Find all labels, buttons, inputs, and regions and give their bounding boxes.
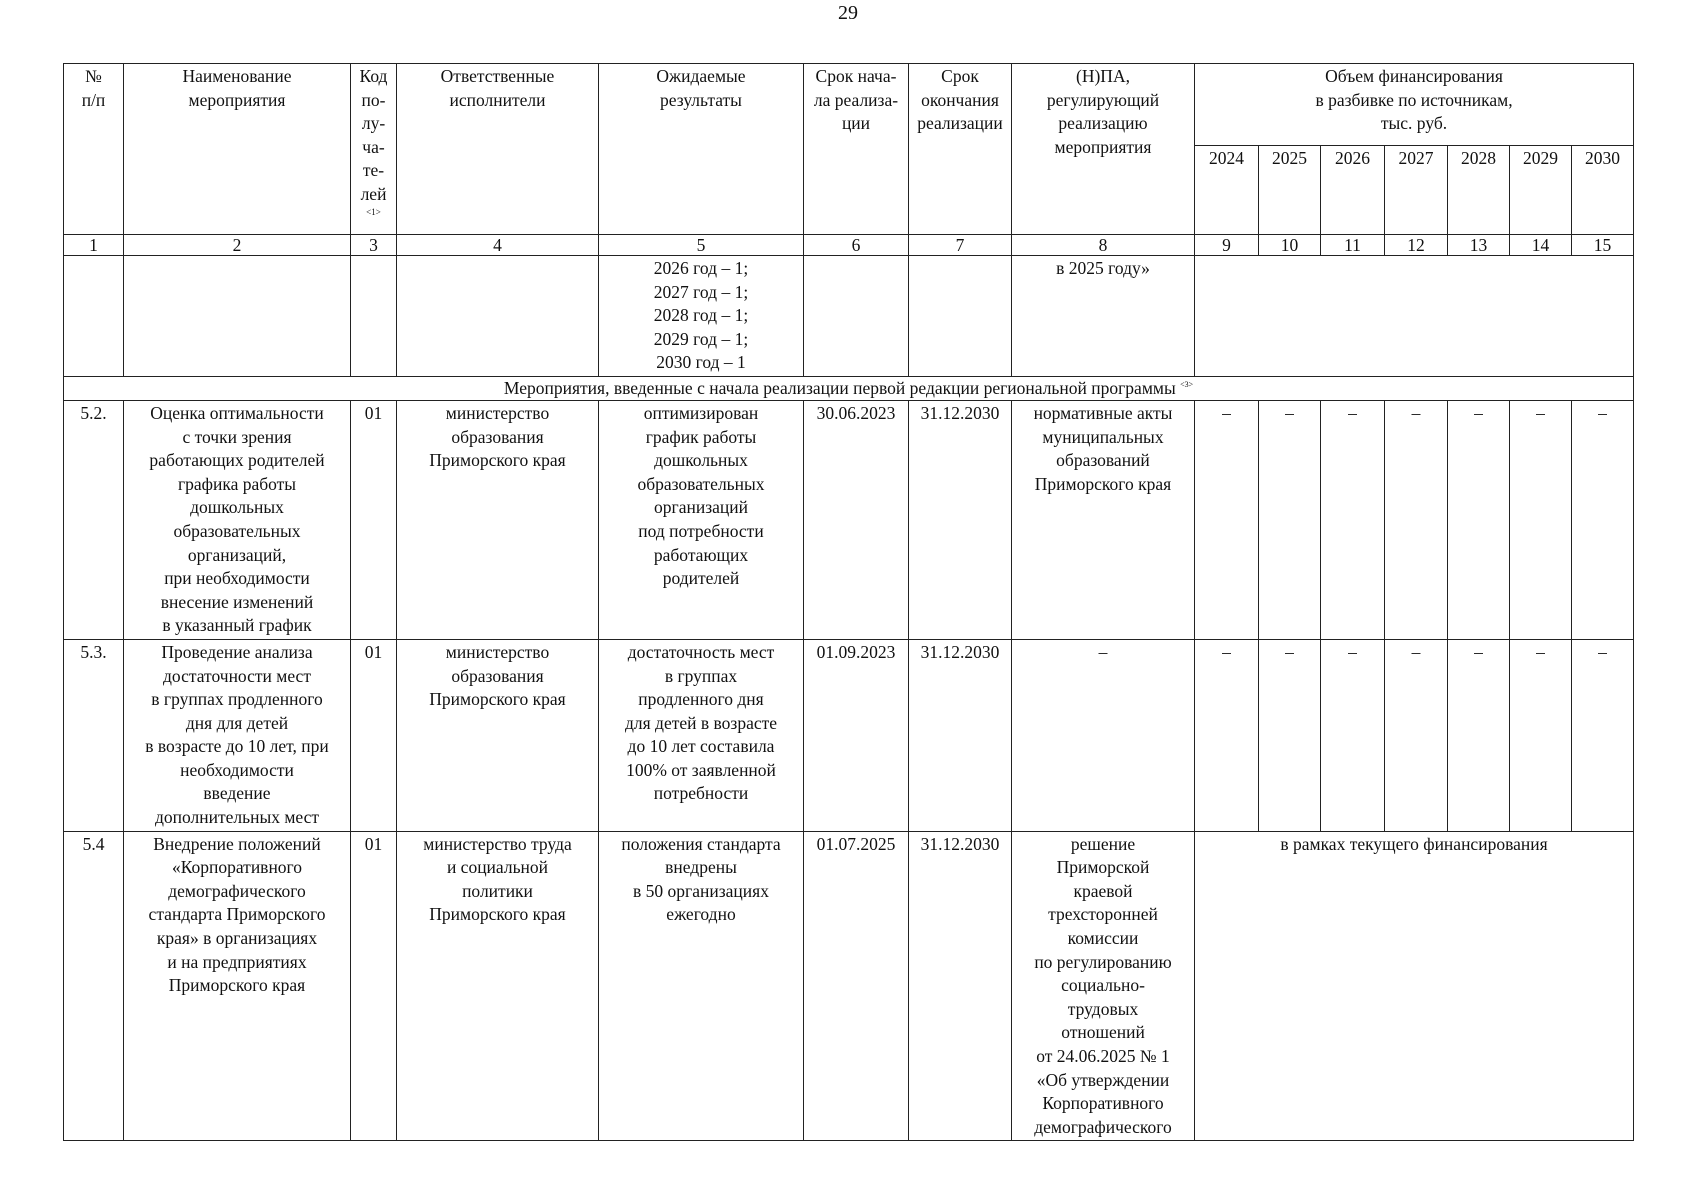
colnum-5: 5 — [599, 235, 804, 256]
year-2024: 2024 — [1195, 146, 1259, 235]
header-finance: Объем финансирования в разбивке по источникам, тыс. руб. — [1195, 64, 1634, 146]
row-no: 5.4 — [64, 831, 124, 1141]
row-npa: решение Приморской краевой трехсторонней комиссии по регулированию социально- трудовых отношений от 24.06.2025 № 1 «Об утверждении Корпоративного демографического — [1012, 831, 1195, 1141]
row-end: 31.12.2030 — [909, 831, 1012, 1141]
row-finance-2024: – — [1195, 400, 1259, 639]
header-code — [351, 64, 397, 235]
cont-start — [804, 256, 909, 377]
row-finance-2028: – — [1448, 400, 1510, 639]
page-number: 29 — [838, 2, 858, 24]
cont-finance — [1195, 256, 1634, 377]
section-heading — [64, 376, 1634, 400]
header-code-label: Код по- лу- ча- те- лей — [359, 66, 388, 204]
colnum-6: 6 — [804, 235, 909, 256]
colnum-2: 2 — [124, 235, 351, 256]
colnum-12: 12 — [1385, 235, 1448, 256]
row-finance-2025: – — [1259, 400, 1321, 639]
row-finance-2027: – — [1385, 639, 1448, 831]
continuation-row — [64, 256, 1634, 377]
row-code: 01 — [351, 400, 397, 639]
row-exec: министерство труда и социальной политики Приморского края — [397, 831, 599, 1141]
year-2028: 2028 — [1448, 146, 1510, 235]
row-name: Проведение анализа достаточности мест в группах продленного дня для детей в возрасте до 10 лет, при необходимости введение дополнительных мест — [124, 639, 351, 831]
colnum-8: 8 — [1012, 235, 1195, 256]
colnum-4: 4 — [397, 235, 599, 256]
header-exec: Ответственные исполнители — [397, 64, 599, 235]
cont-results: 2026 год – 1; 2027 год – 1; 2028 год – 1; 2029 год – 1; 2030 год – 1 — [599, 256, 804, 377]
row-exec: министерство образования Приморского края — [397, 639, 599, 831]
colnum-14: 14 — [1510, 235, 1572, 256]
row-finance-2024: – — [1195, 639, 1259, 831]
row-finance-2027: – — [1385, 400, 1448, 639]
row-finance-2028: – — [1448, 639, 1510, 831]
cont-no — [64, 256, 124, 377]
row-no: 5.3. — [64, 639, 124, 831]
cont-name — [124, 256, 351, 377]
header-end: Срок окончания реализации — [909, 64, 1012, 235]
row-finance-2029: – — [1510, 639, 1572, 831]
row-finance-2030: – — [1572, 639, 1634, 831]
cont-npa: в 2025 году» — [1012, 256, 1195, 377]
header-start: Срок нача- ла реализа- ции — [804, 64, 909, 235]
row-finance-2026: – — [1321, 639, 1385, 831]
row-end: 31.12.2030 — [909, 639, 1012, 831]
table-row — [64, 639, 1634, 831]
row-finance-text: в рамках текущего финансирования — [1195, 831, 1634, 1141]
row-results: положения стандарта внедрены в 50 организациях ежегодно — [599, 831, 804, 1141]
row-name: Оценка оптимальности с точки зрения работающих родителей графика работы дошкольных образовательных организаций, при необходимости внесение изменений в указанный график — [124, 400, 351, 639]
row-results: оптимизирован график работы дошкольных образовательных организаций под потребности работающих родителей — [599, 400, 804, 639]
header-code-note: <1> — [366, 206, 381, 217]
row-code: 01 — [351, 639, 397, 831]
colnum-10: 10 — [1259, 235, 1321, 256]
cont-end — [909, 256, 1012, 377]
colnum-15: 15 — [1572, 235, 1634, 256]
row-code: 01 — [351, 831, 397, 1141]
row-finance-2025: – — [1259, 639, 1321, 831]
row-finance-2030: – — [1572, 400, 1634, 639]
cont-exec — [397, 256, 599, 377]
row-finance-2029: – — [1510, 400, 1572, 639]
header-npa: (Н)ПА, регулирующий реализацию мероприятия — [1012, 64, 1195, 235]
table-row — [64, 400, 1634, 639]
section-title: Мероприятия, введенные с начала реализации первой редакции региональной программы — [503, 377, 1176, 398]
colnum-3: 3 — [351, 235, 397, 256]
row-results: достаточность мест в группах продленного дня для детей в возрасте до 10 лет составила 100% от заявленной потребности — [599, 639, 804, 831]
row-name: Внедрение положений «Корпоративного демографического стандарта Приморского края» в организациях и на предприятиях Приморского края — [124, 831, 351, 1141]
year-2025: 2025 — [1259, 146, 1321, 235]
table-row — [64, 831, 1634, 1141]
row-npa: – — [1012, 639, 1195, 831]
year-2027: 2027 — [1385, 146, 1448, 235]
year-2029: 2029 — [1510, 146, 1572, 235]
row-npa: нормативные акты муниципальных образований Приморского края — [1012, 400, 1195, 639]
colnum-9: 9 — [1195, 235, 1259, 256]
cont-code — [351, 256, 397, 377]
year-2026: 2026 — [1321, 146, 1385, 235]
colnum-11: 11 — [1321, 235, 1385, 256]
row-no: 5.2. — [64, 400, 124, 639]
header-results: Ожидаемые результаты — [599, 64, 804, 235]
colnum-7: 7 — [909, 235, 1012, 256]
row-end: 31.12.2030 — [909, 400, 1012, 639]
row-exec: министерство образования Приморского края — [397, 400, 599, 639]
row-start: 01.09.2023 — [804, 639, 909, 831]
header-row — [64, 64, 1634, 146]
row-start: 30.06.2023 — [804, 400, 909, 639]
row-finance-2026: – — [1321, 400, 1385, 639]
colnum-1: 1 — [64, 235, 124, 256]
program-table — [63, 63, 1634, 1141]
header-no: № п/п — [64, 64, 124, 235]
colnum-13: 13 — [1448, 235, 1510, 256]
row-start: 01.07.2025 — [804, 831, 909, 1141]
year-2030: 2030 — [1572, 146, 1634, 235]
section-row — [64, 376, 1634, 400]
section-note: <3> — [1180, 380, 1194, 390]
header-name: Наименование мероприятия — [124, 64, 351, 235]
column-number-row — [64, 235, 1634, 256]
